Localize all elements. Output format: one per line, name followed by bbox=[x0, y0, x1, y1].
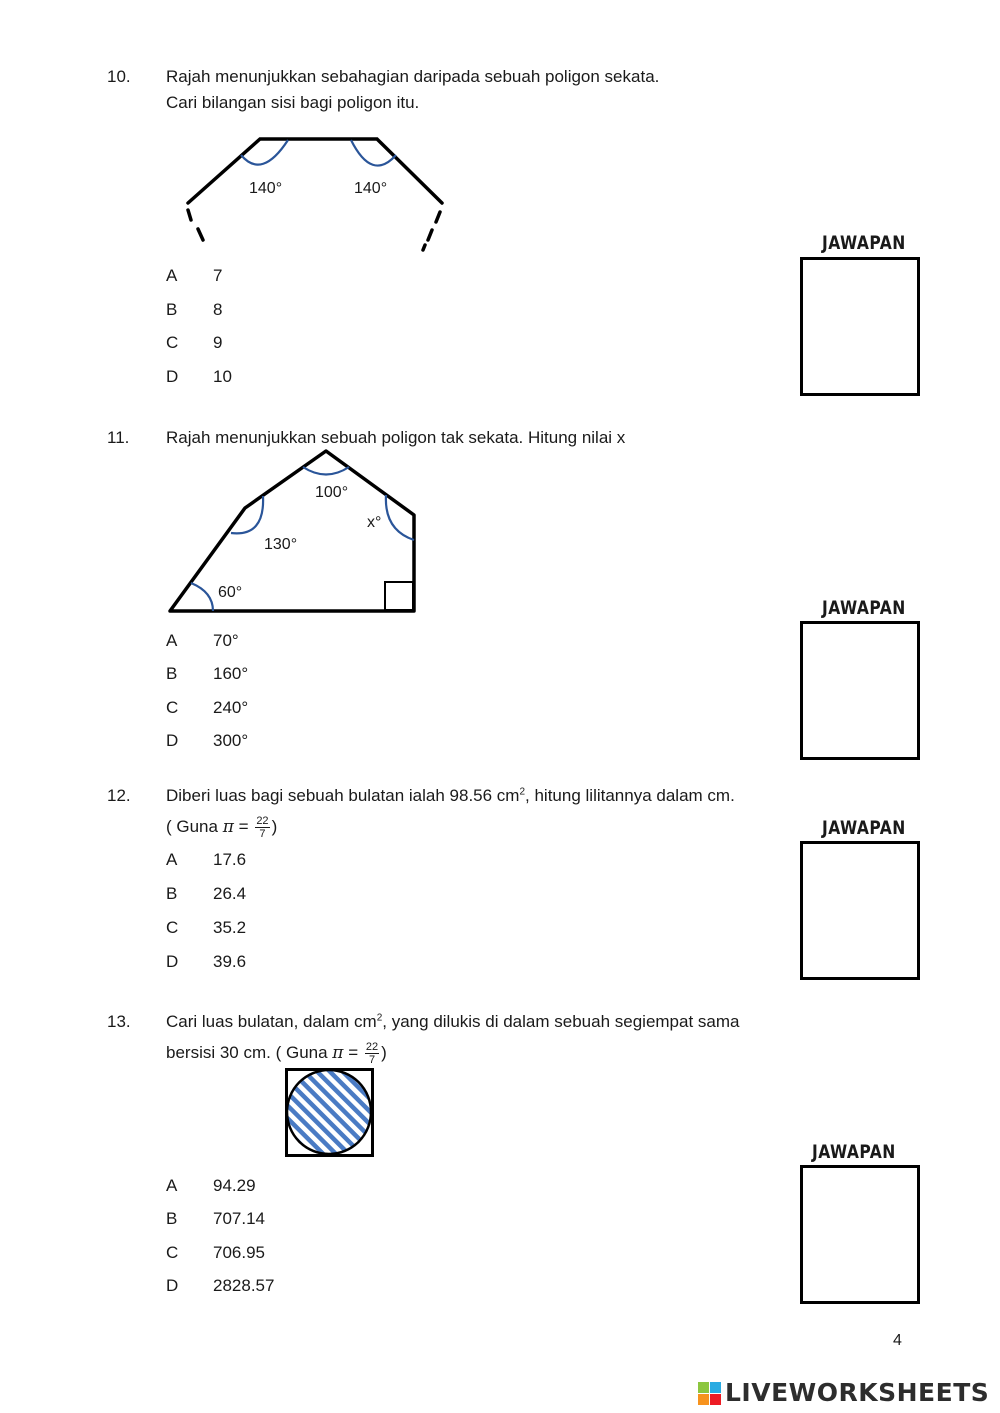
superscript: 2 bbox=[519, 786, 526, 798]
angle-arc-x bbox=[386, 495, 414, 540]
text-part: Cari luas bulatan, dalam cm bbox=[166, 1012, 377, 1031]
option-letter: C bbox=[166, 333, 179, 352]
fraction-denominator: 7 bbox=[368, 1054, 376, 1066]
option-value: 39.6 bbox=[213, 952, 247, 971]
option-value: 2828.57 bbox=[213, 1276, 275, 1295]
angle-arc-130 bbox=[231, 496, 263, 533]
fraction bbox=[365, 1041, 379, 1066]
option-letter: A bbox=[166, 266, 178, 285]
answer-box-q12[interactable] bbox=[800, 841, 920, 980]
option-letter: A bbox=[166, 1176, 178, 1195]
option-value: 7 bbox=[213, 266, 223, 285]
answer-box-q13[interactable] bbox=[800, 1165, 920, 1304]
angle-label-x: x° bbox=[367, 514, 382, 531]
option-value: 240° bbox=[213, 698, 249, 717]
text-part: Diberi luas bagi sebuah bulatan ialah 98.56 cm bbox=[166, 786, 520, 805]
option-letter: C bbox=[166, 1243, 179, 1262]
angle-label-130: 130° bbox=[264, 536, 298, 553]
right-angle-marker bbox=[385, 582, 413, 610]
equals-sign: = bbox=[348, 1042, 359, 1062]
option-value: 17.6 bbox=[213, 850, 247, 869]
option-letter: D bbox=[166, 731, 179, 750]
text-part: , yang dilukis di dalam sebuah segiempat sama bbox=[382, 1012, 740, 1031]
question-12-text-line-1 bbox=[166, 785, 735, 807]
question-13-diagram bbox=[285, 1068, 375, 1158]
question-13-text-line-1 bbox=[166, 1011, 739, 1033]
answer-label-q13: JAWAPAN bbox=[812, 1141, 896, 1163]
angle-label-100: 100° bbox=[315, 484, 349, 501]
angle-label-left: 140° bbox=[249, 180, 283, 197]
question-13-number: 13. bbox=[107, 1012, 131, 1031]
irregular-polygon bbox=[170, 451, 414, 611]
question-13-text-line-2 bbox=[166, 1041, 387, 1066]
option-letter: B bbox=[166, 664, 178, 683]
question-12-number: 12. bbox=[107, 786, 131, 805]
option-value: 26.4 bbox=[213, 884, 247, 903]
option-letter: C bbox=[166, 918, 179, 937]
option-value: 35.2 bbox=[213, 918, 247, 937]
option-value: 160° bbox=[213, 664, 249, 683]
option-value: 94.29 bbox=[213, 1176, 256, 1195]
answer-label-q11: JAWAPAN bbox=[822, 597, 906, 619]
question-12-text-line-2 bbox=[166, 815, 277, 840]
liveworksheets-logo-icon bbox=[698, 1382, 722, 1406]
fraction-numerator: 22 bbox=[256, 815, 269, 827]
angle-label-right: 140° bbox=[354, 180, 388, 197]
option-value: 707.14 bbox=[213, 1209, 265, 1228]
text-part: bersisi 30 cm. ( Guna bbox=[166, 1042, 328, 1062]
option-letter: D bbox=[166, 367, 179, 386]
option-value: 8 bbox=[213, 300, 223, 319]
question-10-text-line-1: Rajah menunjukkan sebahagian daripada sebuah poligon sekata. bbox=[166, 67, 660, 86]
fraction-numerator: 22 bbox=[365, 1041, 379, 1053]
option-letter: D bbox=[166, 1276, 179, 1295]
answer-label-q12: JAWAPAN bbox=[822, 817, 906, 839]
angle-arc-60 bbox=[191, 583, 213, 611]
question-11-text: Rajah menunjukkan sebuah poligon tak sekata. Hitung nilai x bbox=[166, 428, 626, 447]
question-10-number: 10. bbox=[107, 67, 131, 86]
option-value: 706.95 bbox=[213, 1243, 265, 1262]
angle-label-60: 60° bbox=[218, 584, 243, 601]
option-letter: A bbox=[166, 631, 178, 650]
answer-box-q11[interactable] bbox=[800, 621, 920, 760]
page-number: 4 bbox=[893, 1332, 902, 1349]
option-value: 9 bbox=[213, 333, 223, 352]
equals-sign: = bbox=[238, 816, 249, 836]
fraction-denominator: 7 bbox=[259, 828, 266, 840]
option-letter: B bbox=[166, 884, 178, 903]
pi-symbol: π bbox=[332, 1042, 344, 1063]
pi-symbol: π bbox=[222, 816, 234, 837]
option-letter: A bbox=[166, 850, 178, 869]
text-part: ) bbox=[381, 1042, 387, 1062]
option-value: 300° bbox=[213, 731, 249, 750]
text-part: ( Guna bbox=[166, 816, 218, 836]
option-value: 70° bbox=[213, 631, 239, 650]
text-part: ) bbox=[271, 816, 278, 836]
option-letter: C bbox=[166, 698, 179, 717]
question-11-number: 11. bbox=[107, 428, 130, 447]
option-letter: D bbox=[166, 952, 179, 971]
option-letter: B bbox=[166, 1209, 178, 1228]
angle-arc-top bbox=[303, 467, 349, 475]
question-11-diagram bbox=[0, 0, 1000, 700]
option-value: 10 bbox=[213, 367, 232, 386]
option-letter: B bbox=[166, 300, 178, 319]
text-part: , hitung lilitannya dalam cm. bbox=[525, 786, 735, 805]
question-10-text-line-2: Cari bilangan sisi bagi poligon itu. bbox=[166, 93, 420, 112]
answer-label-q10: JAWAPAN bbox=[822, 232, 906, 254]
liveworksheets-logo-text[interactable]: LIVEWORKSHEETS bbox=[725, 1378, 990, 1407]
fraction bbox=[255, 815, 269, 840]
superscript: 2 bbox=[376, 1012, 383, 1024]
